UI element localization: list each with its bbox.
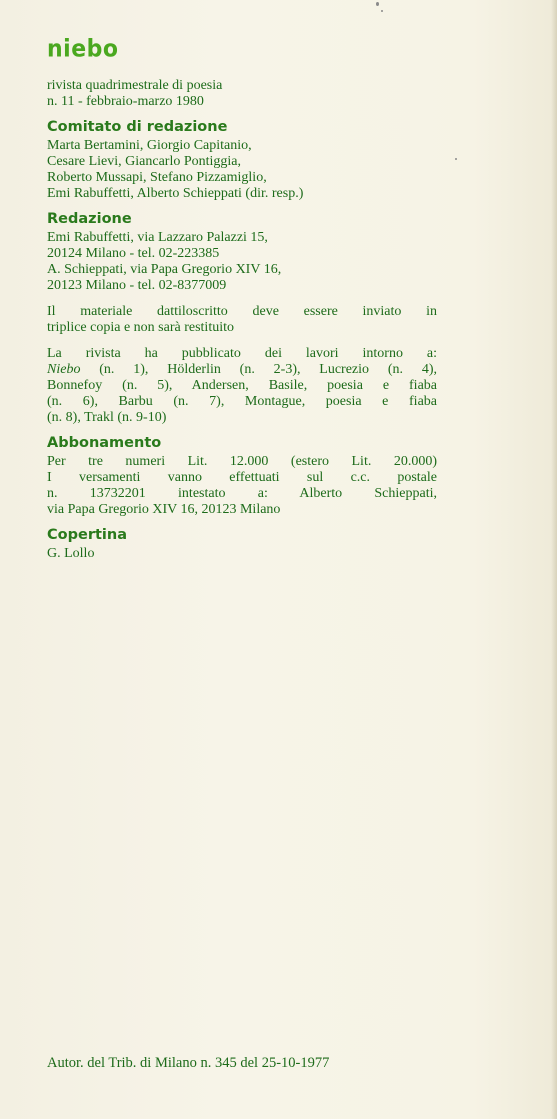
abbonamento-line: n. 13732201 intestato a: Alberto Schieppati, [47,486,437,501]
colophon [47,36,437,562]
pubblicato-line-rest: (n. 1), Hölderlin (n. 2-3), Lucrezio (n. 4), [80,362,437,377]
pubblicato-line: (n. 8), Trakl (n. 9-10) [47,410,167,425]
materiale-line: triplice copia e non sarà restituito [47,320,234,335]
abbonamento-line: Per tre numeri Lit. 12.000 (estero Lit. 20.000) [47,454,437,469]
page-edge-shadow [551,0,557,1119]
speck [381,10,383,12]
pubblicato-line [47,362,437,378]
copertina-heading: Copertina [47,527,127,543]
redazione-line: A. Schieppati, via Papa Gregorio XIV 16, [47,262,282,277]
abbonamento-line: I versamenti vanno effettuati sul c.c. postale [47,470,437,485]
redazione-line: 20124 Milano - tel. 02-223385 [47,246,220,261]
footer-authorization: Autor. del Trib. di Milano n. 345 del 25-10-1977 [47,1055,330,1071]
speck [376,2,379,6]
comitato-line: Roberto Mussapi, Stefano Pizzamiglio, [47,170,267,185]
niebo-italic: Niebo [47,362,81,377]
subtitle: rivista quadrimestrale di poesia [47,78,223,93]
copertina-name: G. Lollo [47,546,95,561]
issue-info: n. 11 - febbraio-marzo 1980 [47,94,204,109]
abbonamento-line: via Papa Gregorio XIV 16, 20123 Milano [47,502,281,517]
speck [455,158,457,160]
pubblicato-line: (n. 6), Barbu (n. 7), Montague, poesia e fiaba [47,394,437,409]
pubblicato-line: Bonnefoy (n. 5), Andersen, Basile, poesia e fiaba [47,378,437,393]
comitato-heading: Comitato di redazione [47,119,228,135]
comitato-line: Cesare Lievi, Giancarlo Pontiggia, [47,154,241,169]
redazione-line: 20123 Milano - tel. 02-8377009 [47,278,227,293]
journal-logo: niebo [47,36,119,63]
redazione-heading: Redazione [47,211,132,227]
comitato-line: Emi Rabuffetti, Alberto Schieppati (dir. resp.) [47,186,304,201]
materiale-line: Il materiale dattiloscritto deve essere inviato in [47,304,437,319]
pubblicato-line: La rivista ha pubblicato dei lavori intorno a: [47,346,437,361]
comitato-line: Marta Bertamini, Giorgio Capitanio, [47,138,252,153]
abbonamento-heading: Abbonamento [47,435,162,451]
redazione-line: Emi Rabuffetti, via Lazzaro Palazzi 15, [47,230,268,245]
